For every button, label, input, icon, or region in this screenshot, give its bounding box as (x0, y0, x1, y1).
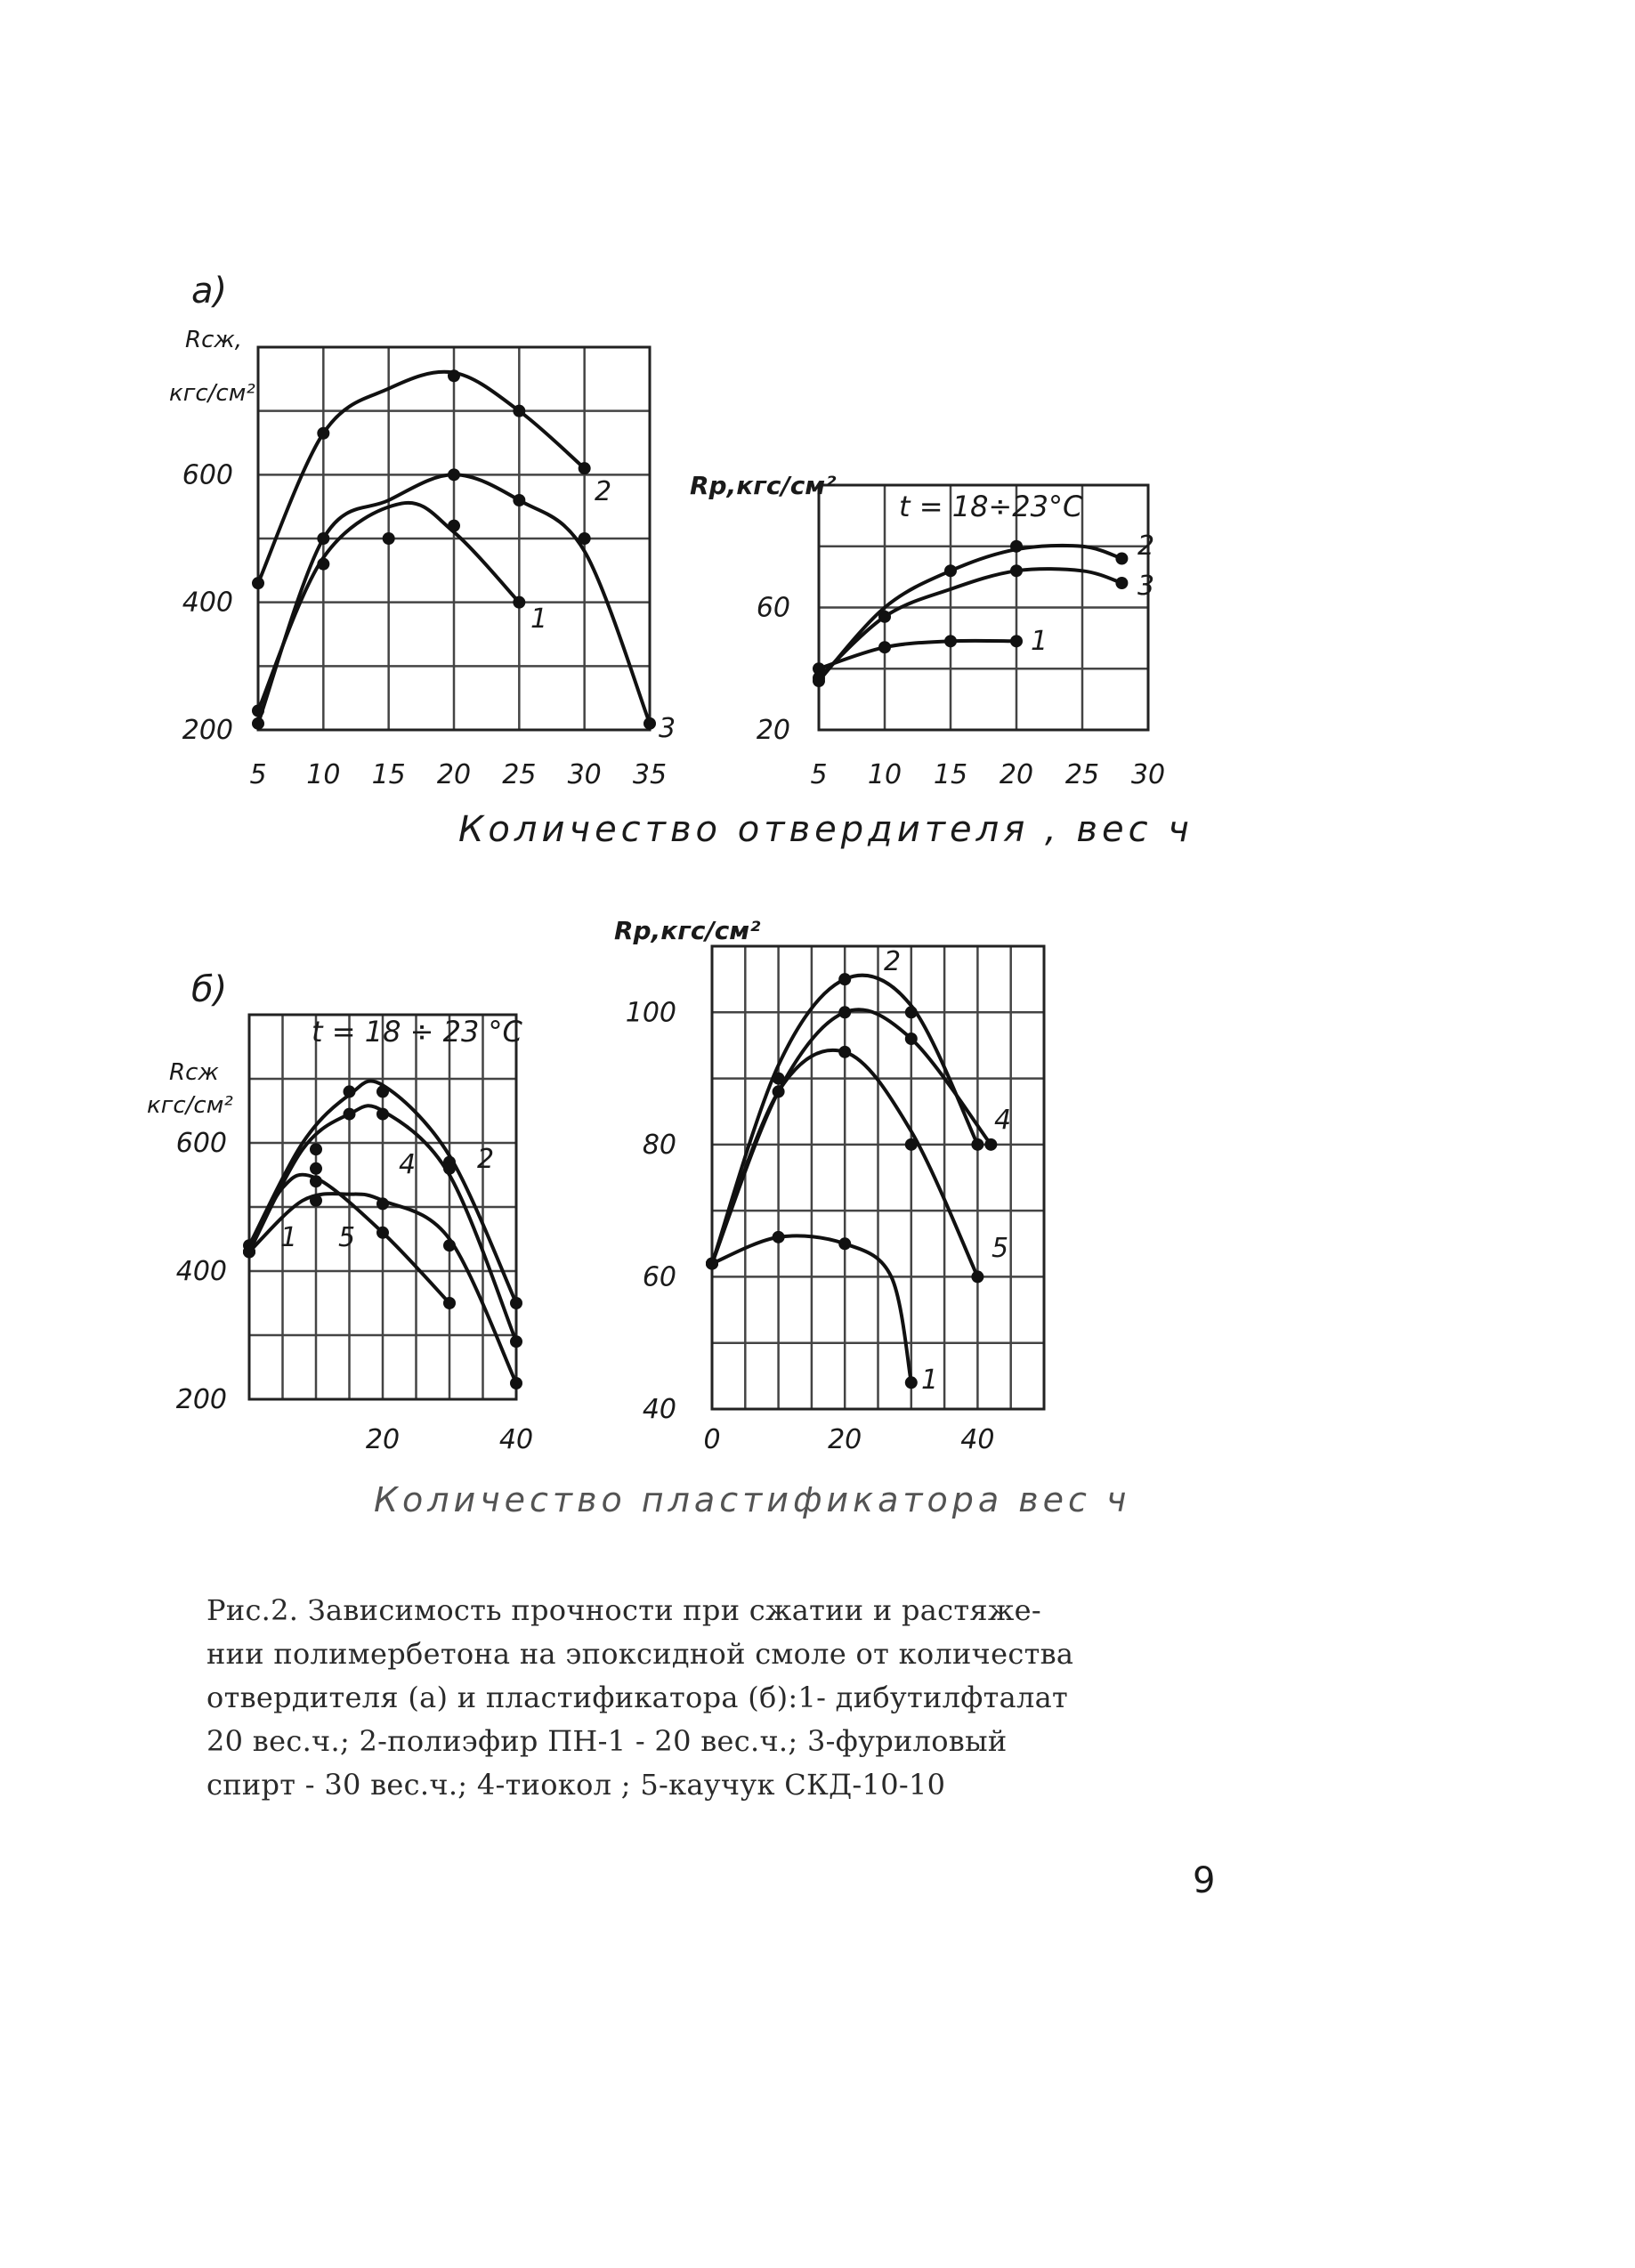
series-line-3 (819, 569, 1121, 677)
data-point-1 (383, 532, 395, 545)
y-tick-label: 600 (175, 1128, 227, 1159)
data-point-1 (773, 1231, 785, 1243)
data-point-3 (643, 717, 656, 730)
data-point-2 (310, 1143, 322, 1155)
series-label-3: 3 (1137, 571, 1155, 602)
series-label-2: 2 (477, 1144, 495, 1175)
x-tick-label: 25 (502, 759, 537, 790)
y-axis-label: Rр,кгс/см² (614, 916, 761, 945)
data-point-1 (310, 1195, 322, 1207)
temperature-annotation: t = 18 ÷ 23 °C (312, 1015, 522, 1049)
y-axis-label: Rр,кгс/см² (690, 471, 837, 500)
y-tick-label: 400 (182, 587, 233, 619)
x-tick-label: 10 (306, 759, 341, 790)
data-point-5 (443, 1297, 456, 1309)
data-point-4 (344, 1108, 356, 1121)
data-point-2 (971, 1138, 983, 1151)
data-point-5 (706, 1258, 718, 1270)
data-point-2 (376, 1085, 389, 1098)
data-point-4 (905, 1033, 918, 1045)
y-tick-label: 60 (756, 592, 790, 624)
y-tick-label: 400 (175, 1256, 227, 1287)
chart-a-compression (169, 327, 676, 790)
x-tick-label: 20 (999, 759, 1034, 790)
series-label-4: 4 (994, 1105, 1012, 1136)
data-point-1 (905, 1376, 918, 1389)
x-axis-label-a: Количество отвердителя , вес ч (458, 809, 1194, 850)
y-tick-label: 20 (756, 715, 790, 746)
y-tick-label: 200 (175, 1384, 227, 1415)
series-label-1: 1 (921, 1365, 939, 1396)
data-point-1 (448, 520, 460, 532)
data-point-2 (905, 1006, 918, 1018)
series-label-5: 5 (338, 1222, 356, 1253)
data-point-1 (443, 1239, 456, 1251)
caption-line: спирт - 30 вес.ч.; 4-тиокол ; 5-каучук СКД-10-10 (206, 1768, 946, 1802)
x-tick-label: 20 (365, 1424, 401, 1455)
caption-line: Рис.2. Зависимость прочности при сжатии и растяже- (206, 1593, 1041, 1627)
y-tick-label: 40 (642, 1394, 676, 1425)
page-number: 9 (1193, 1860, 1216, 1901)
caption-line: нии полимербетона на эпоксидной смоле от количества (206, 1637, 1074, 1671)
y-tick-label: 100 (625, 997, 676, 1029)
data-point-2 (944, 564, 957, 577)
y-tick-label: 60 (642, 1261, 676, 1293)
series-line-4 (712, 1009, 991, 1263)
data-point-5 (376, 1227, 389, 1239)
data-point-4 (443, 1162, 456, 1175)
x-tick-label: 0 (703, 1424, 721, 1455)
data-point-5 (905, 1138, 918, 1151)
data-point-5 (310, 1175, 322, 1187)
data-point-3 (317, 532, 329, 545)
x-tick-label: 20 (436, 759, 472, 790)
data-point-2 (579, 462, 591, 474)
y-tick-label: 600 (182, 459, 233, 491)
data-point-5 (243, 1245, 255, 1258)
series-label-2: 2 (884, 946, 902, 977)
data-point-3 (878, 611, 891, 623)
data-point-3 (1010, 564, 1023, 577)
figure-caption (206, 1589, 1150, 1807)
data-point-2 (838, 973, 851, 985)
series-line-2 (819, 546, 1121, 681)
series-line-2 (258, 372, 585, 583)
series-label-1: 1 (280, 1222, 298, 1253)
x-axis-label-b: Количество пластификатора вес ч (374, 1480, 1131, 1519)
panel-a-label: а) (191, 271, 228, 312)
data-point-4 (510, 1335, 522, 1348)
data-point-1 (376, 1197, 389, 1210)
x-tick-label: 10 (867, 759, 902, 790)
series-label-5: 5 (992, 1233, 1009, 1264)
data-point-1 (878, 641, 891, 653)
data-point-3 (1115, 577, 1128, 589)
data-point-3 (579, 532, 591, 545)
y-axis-label: Rсж (169, 1059, 219, 1086)
data-point-4 (984, 1138, 997, 1151)
y-tick-label: 80 (642, 1129, 676, 1161)
x-tick-label: 5 (810, 759, 828, 790)
series-label-1: 1 (1031, 626, 1048, 657)
data-point-2 (252, 577, 264, 589)
chart-b-tension (614, 916, 1044, 1455)
data-point-3 (448, 468, 460, 481)
x-tick-label: 5 (249, 759, 267, 790)
x-tick-label: 15 (933, 759, 968, 790)
x-tick-label: 25 (1064, 759, 1100, 790)
data-point-2 (448, 369, 460, 382)
data-point-5 (838, 1046, 851, 1058)
caption-line: 20 вес.ч.; 2-полиэфир ПН-1 - 20 вес.ч.; 3-фуриловый (206, 1724, 1008, 1758)
data-point-4 (838, 1006, 851, 1018)
data-point-2 (510, 1297, 522, 1309)
temperature-annotation: t = 18÷23°C (899, 490, 1083, 523)
data-point-5 (971, 1270, 983, 1283)
caption-line: отвердителя (а) и пластификатора (б):1- дибутилфталат (206, 1681, 1069, 1714)
x-tick-label: 40 (960, 1424, 995, 1455)
data-point-1 (944, 635, 957, 647)
data-point-1 (510, 1377, 522, 1389)
series-label-3: 3 (659, 713, 676, 744)
x-tick-label: 40 (498, 1424, 534, 1455)
data-point-2 (317, 427, 329, 440)
series-label-1: 1 (530, 603, 548, 635)
y-axis-label: кгс/см² (169, 380, 255, 407)
x-tick-label: 20 (828, 1424, 862, 1455)
x-tick-label: 30 (1130, 759, 1166, 790)
x-tick-label: 15 (371, 759, 406, 790)
series-label-2: 2 (1137, 531, 1155, 562)
data-point-2 (344, 1085, 356, 1098)
chart-b-compression (147, 1015, 533, 1455)
data-point-4 (376, 1108, 389, 1121)
x-tick-label: 35 (632, 759, 668, 790)
data-point-3 (252, 717, 264, 730)
x-tick-label: 30 (567, 759, 602, 790)
y-axis-label: Rсж, (185, 327, 243, 353)
series-label-2: 2 (595, 476, 612, 507)
data-point-1 (317, 558, 329, 571)
data-point-1 (1010, 635, 1023, 647)
data-point-3 (813, 672, 825, 684)
data-point-1 (838, 1237, 851, 1250)
y-axis-label: кгс/см² (147, 1092, 233, 1119)
data-point-4 (310, 1162, 322, 1175)
chart-a-tension (690, 471, 1165, 790)
data-point-2 (1010, 540, 1023, 553)
data-point-3 (513, 494, 525, 506)
panel-b-label: б) (191, 969, 228, 1010)
series-label-4: 4 (399, 1149, 417, 1180)
data-point-1 (513, 596, 525, 609)
data-point-2 (513, 405, 525, 417)
y-tick-label: 200 (182, 715, 233, 746)
data-point-2 (1115, 553, 1128, 565)
